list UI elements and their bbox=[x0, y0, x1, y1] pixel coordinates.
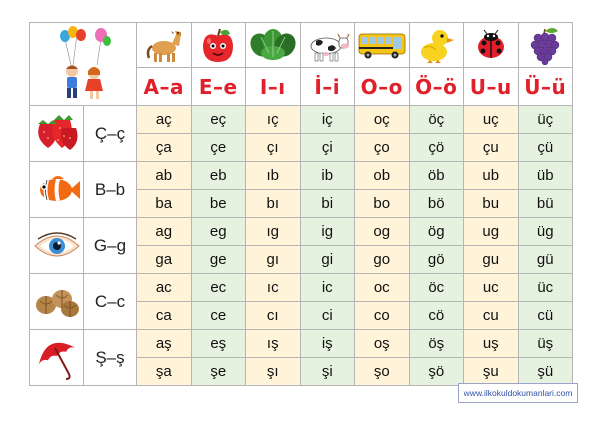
syllable-cell: ba bbox=[137, 190, 192, 218]
site-watermark[interactable]: www.ilkokuldokumanlari.com bbox=[458, 383, 578, 403]
syllable-cell: çe bbox=[191, 134, 246, 162]
syllable-cell: öş bbox=[409, 330, 464, 358]
syllable-cell: bı bbox=[246, 190, 301, 218]
syllable-cell: öc bbox=[409, 274, 464, 302]
walnuts-icon bbox=[30, 274, 84, 330]
vowel-header: I–ı bbox=[246, 68, 301, 106]
syllable-cell: cı bbox=[246, 302, 301, 330]
syllable-cell: ce bbox=[191, 302, 246, 330]
umbrella-icon bbox=[30, 330, 84, 386]
syllable-cell: ıç bbox=[246, 106, 301, 134]
syllable-cell: oç bbox=[355, 106, 410, 134]
syllable-cell: eş bbox=[191, 330, 246, 358]
syllable-cell: cu bbox=[464, 302, 519, 330]
vowel-header: Ö–ö bbox=[409, 68, 464, 106]
syllable-cell: ic bbox=[300, 274, 355, 302]
syllable-cell: ig bbox=[300, 218, 355, 246]
syllable-cell: şa bbox=[137, 358, 192, 386]
syllable-cell: ub bbox=[464, 162, 519, 190]
syllable-cell: ac bbox=[137, 274, 192, 302]
syllable-cell: gu bbox=[464, 246, 519, 274]
syllable-cell: ib bbox=[300, 162, 355, 190]
syllable-cell: üg bbox=[518, 218, 573, 246]
syllable-cell: gı bbox=[246, 246, 301, 274]
syllable-cell: iş bbox=[300, 330, 355, 358]
syllable-cell: uş bbox=[464, 330, 519, 358]
syllable-cell: çü bbox=[518, 134, 573, 162]
syllable-cell: oc bbox=[355, 274, 410, 302]
syllable-cell: çi bbox=[300, 134, 355, 162]
syllable-cell: üç bbox=[518, 106, 573, 134]
syllable-cell: eg bbox=[191, 218, 246, 246]
strawberries-icon bbox=[30, 106, 84, 162]
syllable-cell: şü bbox=[518, 358, 573, 386]
syllable-cell: şö bbox=[409, 358, 464, 386]
bus-icon bbox=[355, 23, 410, 68]
clownfish-icon bbox=[30, 162, 84, 218]
syllable-cell: öç bbox=[409, 106, 464, 134]
syllable-cell: öb bbox=[409, 162, 464, 190]
syllable-table bbox=[29, 22, 573, 386]
syllable-cell: co bbox=[355, 302, 410, 330]
horse-icon bbox=[137, 23, 192, 68]
syllable-cell: iç bbox=[300, 106, 355, 134]
syllable-cell: ug bbox=[464, 218, 519, 246]
cow-icon bbox=[300, 23, 355, 68]
syllable-cell: bu bbox=[464, 190, 519, 218]
vowel-header: Ü–ü bbox=[518, 68, 573, 106]
syllable-cell: üş bbox=[518, 330, 573, 358]
ladybug-icon bbox=[464, 23, 519, 68]
syllable-cell: cö bbox=[409, 302, 464, 330]
vowel-header: E–e bbox=[191, 68, 246, 106]
apple-icon bbox=[191, 23, 246, 68]
syllable-cell: ış bbox=[246, 330, 301, 358]
syllable-cell: ge bbox=[191, 246, 246, 274]
syllable-cell: gi bbox=[300, 246, 355, 274]
syllable-cell: üb bbox=[518, 162, 573, 190]
syllable-cell: üc bbox=[518, 274, 573, 302]
syllable-cell: ga bbox=[137, 246, 192, 274]
children-with-balloons-icon bbox=[30, 23, 137, 106]
syllable-cell: ıb bbox=[246, 162, 301, 190]
syllable-cell: cü bbox=[518, 302, 573, 330]
syllable-cell: oş bbox=[355, 330, 410, 358]
syllable-cell: bü bbox=[518, 190, 573, 218]
consonant-label: Ş–ş bbox=[84, 330, 137, 386]
syllable-cell: aç bbox=[137, 106, 192, 134]
syllable-cell: aş bbox=[137, 330, 192, 358]
syllable-cell: çö bbox=[409, 134, 464, 162]
syllable-cell: ag bbox=[137, 218, 192, 246]
syllable-cell: og bbox=[355, 218, 410, 246]
syllable-cell: şe bbox=[191, 358, 246, 386]
syllable-cell: ob bbox=[355, 162, 410, 190]
syllable-cell: gü bbox=[518, 246, 573, 274]
consonant-label: B–b bbox=[84, 162, 137, 218]
vowel-header: O–o bbox=[355, 68, 410, 106]
syllable-cell: çı bbox=[246, 134, 301, 162]
vowel-header: A–a bbox=[137, 68, 192, 106]
syllable-cell: uç bbox=[464, 106, 519, 134]
syllable-cell: eb bbox=[191, 162, 246, 190]
syllable-cell: ci bbox=[300, 302, 355, 330]
consonant-label: G–g bbox=[84, 218, 137, 274]
syllable-cell: çu bbox=[464, 134, 519, 162]
syllable-cell: ço bbox=[355, 134, 410, 162]
syllable-cell: be bbox=[191, 190, 246, 218]
syllable-cell: go bbox=[355, 246, 410, 274]
syllable-cell: ab bbox=[137, 162, 192, 190]
consonant-label: C–c bbox=[84, 274, 137, 330]
syllable-cell: gö bbox=[409, 246, 464, 274]
grapes-icon bbox=[518, 23, 573, 68]
syllable-cell: bi bbox=[300, 190, 355, 218]
syllable-cell: ıc bbox=[246, 274, 301, 302]
syllable-cell: şo bbox=[355, 358, 410, 386]
syllable-cell: ca bbox=[137, 302, 192, 330]
syllable-cell: bo bbox=[355, 190, 410, 218]
syllable-cell: eç bbox=[191, 106, 246, 134]
vowel-header: İ–i bbox=[300, 68, 355, 106]
syllable-cell: uc bbox=[464, 274, 519, 302]
syllable-cell: ıg bbox=[246, 218, 301, 246]
syllable-cell: şi bbox=[300, 358, 355, 386]
syllable-cell: şı bbox=[246, 358, 301, 386]
syllable-cell: şu bbox=[464, 358, 519, 386]
spinach-icon bbox=[246, 23, 301, 68]
syllable-cell: bö bbox=[409, 190, 464, 218]
syllable-cell: ça bbox=[137, 134, 192, 162]
syllable-cell: ög bbox=[409, 218, 464, 246]
vowel-header: U–u bbox=[464, 68, 519, 106]
duck-icon bbox=[409, 23, 464, 68]
syllable-cell: ec bbox=[191, 274, 246, 302]
eye-icon bbox=[30, 218, 84, 274]
consonant-label: Ç–ç bbox=[84, 106, 137, 162]
